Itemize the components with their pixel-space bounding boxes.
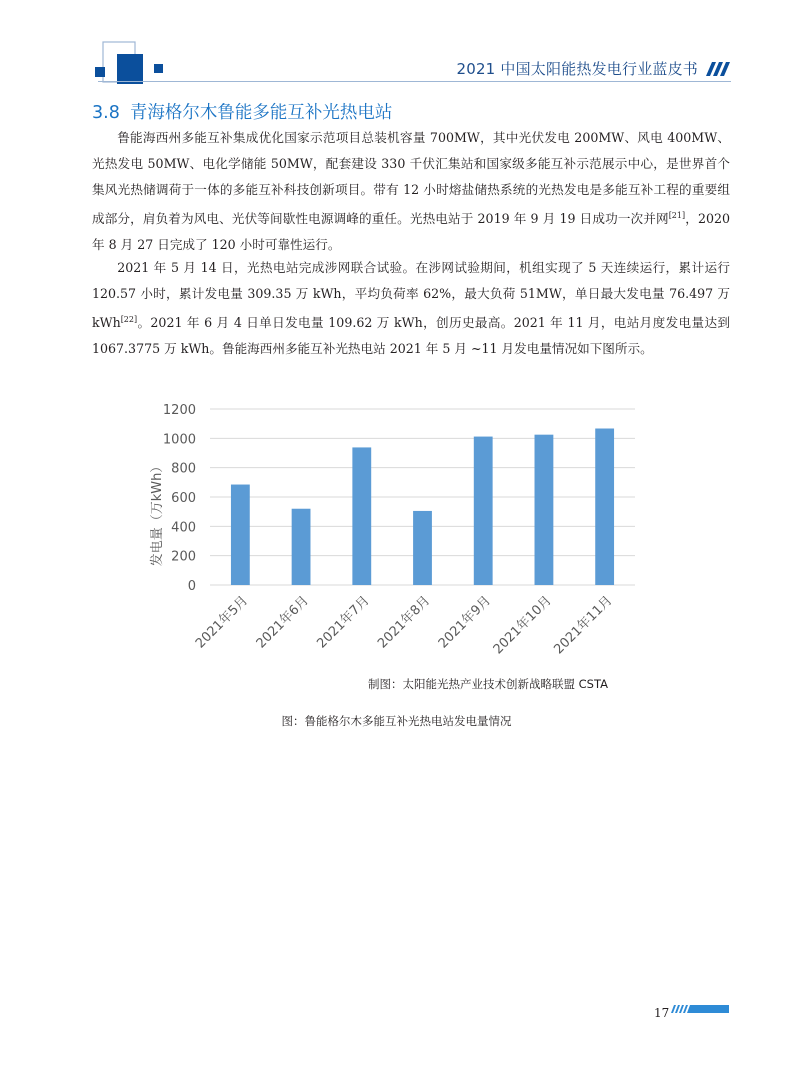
paragraph-grid-test [92, 255, 730, 362]
y-tick-label: 800 [171, 461, 196, 477]
paragraph-project-overview [92, 125, 730, 258]
figure-caption: 图：鲁能格尔木多能互补光热电站发电量情况 [281, 714, 512, 728]
y-tick-label: 400 [171, 520, 196, 536]
paragraph-text: 。2021 年 6 月 4 日单日发电量 109.62 万 kWh，创历史最高。2021 年 11 月，电站月度发电量达到 1067.3775 万 kWh。鲁能海西州多能互补光热电站 2021 年 5 月 ~11 月发电量情况如下图所示。 [92, 315, 730, 357]
section-heading [92, 99, 392, 124]
chart-y-axis-label: 发电量（万kWh） [150, 459, 165, 567]
reference-21: [21] [668, 211, 686, 220]
y-tick-label: 0 [187, 579, 196, 594]
section-title-text: 青海格尔木鲁能多能互补光热电站 [129, 103, 393, 123]
bar [231, 485, 250, 585]
bar [413, 511, 432, 585]
y-tick-label: 600 [171, 491, 196, 506]
bar [352, 447, 371, 585]
bar [474, 437, 493, 585]
page-number: 17 [654, 1006, 670, 1020]
chart-y-tick-labels [163, 403, 196, 594]
bar [292, 509, 311, 585]
bar [595, 429, 614, 585]
reference-22: [22] [120, 315, 138, 324]
y-tick-label: 200 [171, 549, 196, 565]
publisher-logo [0, 0, 180, 90]
x-tick-label: 2021年9月 [435, 593, 495, 652]
x-tick-label: 2021年10月 [490, 593, 555, 658]
paragraph-text: ，2020 年 8 月 27 日完成了 120 小时可靠性运行。 [92, 211, 730, 253]
paragraph-text: 鲁能海西州多能互补集成优化国家示范项目总装机容量 700MW，其中光伏发电 200MW、风电 400MW、光热发电 50MW、电化学储能 50MW，配套建设 330 千伏汇集站和国家级多能互补示范展示中心，是世界首个集风光热储调荷于一体的多能互补科技创新项目。带有 12 小时熔盐储热系统的光热发电是多能互补工程的重要组成部分，肩负着为风电、光伏等间歇性电源调峰的重任。光热电站于 2019 年 9 月 19 日成功一次并网 [92, 130, 730, 227]
chart-bars [231, 429, 614, 585]
y-tick-label: 1000 [162, 432, 196, 448]
x-tick-label: 2021年6月 [253, 593, 312, 652]
y-tick-label: 1200 [162, 403, 196, 418]
x-tick-label: 2021年8月 [375, 593, 434, 652]
header-rule [98, 81, 731, 82]
chart-source-note: 制图：太阳能光热产业技术创新战略联盟 CSTA [368, 677, 608, 691]
paragraph-text: 2021 年 5 月 14 日，光热电站完成涉网联合试验。在涉网试验期间，机组实现了 5 天连续运行，累计运行 120.57 小时，累计发电量 309.35 万 kWh，平均负荷率 62%，最大负荷 51MW，单日最大发电量 76.497 万 kWh [92, 260, 730, 331]
header-slash-decoration [702, 60, 732, 80]
section-number: 3.8 [92, 103, 120, 123]
x-tick-label: 2021年11月 [551, 593, 616, 658]
chart-x-tick-labels [192, 593, 615, 658]
generation-bar-chart [130, 395, 650, 675]
report-title: 2021 中国太阳能热发电行业蓝皮书 [456, 60, 698, 78]
x-tick-label: 2021年5月 [192, 593, 252, 652]
bar [535, 435, 554, 585]
x-tick-label: 2021年7月 [314, 593, 373, 652]
footer-decoration [671, 1003, 731, 1015]
